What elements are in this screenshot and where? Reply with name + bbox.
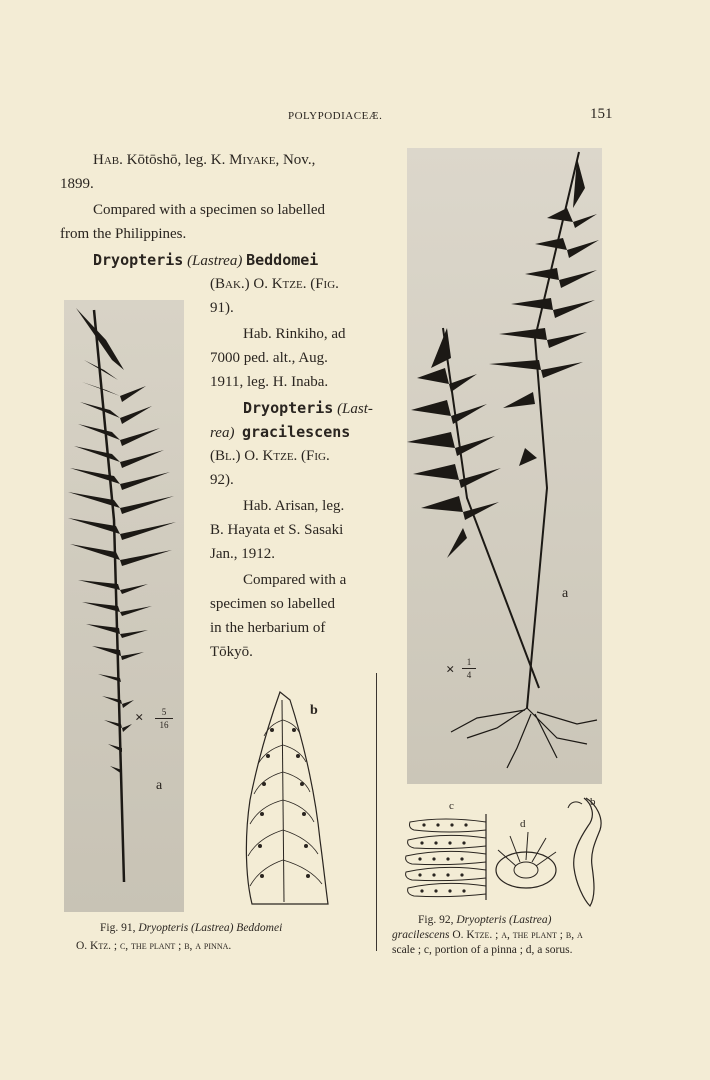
column-divider <box>376 673 377 951</box>
species-heading-gracilescens-2: rea) gracilescens <box>210 423 351 441</box>
fig92-caption-line-2: gracilescens O. Ktze. ; a, the plant ; b, a <box>392 929 583 941</box>
species-heading-beddomei: Dryopteris (Lastrea) Beddomei <box>93 251 319 269</box>
fig91-scale-times: × <box>135 710 144 726</box>
fig91-scale-numerator: 5 <box>161 707 167 717</box>
fig92-label-c: c <box>449 800 454 812</box>
fig92-scale-times: × <box>446 662 455 678</box>
compared-2-line-1: Compared with a <box>243 572 347 588</box>
species-author-2: (Bl.) O. Ktze. (Fig. <box>210 448 330 464</box>
habitat-2-line-2: 7000 ped. alt., Aug. <box>210 350 328 366</box>
fig92-label-d: d <box>520 818 526 830</box>
compared-line-1: Compared with a specimen so labelled <box>93 202 326 218</box>
species-heading-gracilescens-1: Dryopteris (Last- <box>243 399 373 417</box>
running-head: POLYPODIACEÆ. <box>288 110 383 122</box>
compared-2-line-2: specimen so labelled <box>210 596 335 612</box>
habitat-year: 1899. <box>60 176 94 192</box>
page-number: 151 <box>590 106 613 122</box>
fig92-label-b: b <box>590 796 596 808</box>
compared-2-line-3: in the herbarium of <box>210 620 326 636</box>
fig92-label-a: a <box>562 586 569 601</box>
species-author-1: (Bak.) O. Ktze. (Fig. <box>210 276 339 292</box>
habitat-2-line-3: 1911, leg. H. Inaba. <box>210 374 329 390</box>
habitat-2-line-1: Hab. Rinkiho, ad <box>243 326 346 342</box>
compared-line-2: from the Philippines. <box>60 226 187 242</box>
fig92-scale-drawing <box>566 796 606 908</box>
fig91-caption-line-1: Fig. 91, Dryopteris (Lastrea) Beddomei <box>100 922 283 934</box>
fig92-scale-fraction <box>462 656 476 681</box>
fig91-plant-photo <box>64 300 184 912</box>
fig91-caption-line-2: O. Ktz. ; c, the plant ; b, a pinna. <box>76 940 232 952</box>
fig92-scale-denominator: 4 <box>462 668 476 681</box>
habitat-3-line-3: Jan., 1912. <box>210 546 275 562</box>
fig91-label-a: a <box>156 778 163 793</box>
fig92-caption-line-1: Fig. 92, Dryopteris (Lastrea) <box>418 914 552 926</box>
fig91-label-b: b <box>310 703 318 718</box>
fig91-scale-fraction <box>155 706 173 731</box>
habitat-line-1: Hab. Kōtōshō, leg. K. Miyake, Nov., <box>93 152 316 168</box>
habitat-3-line-2: B. Hayata et S. Sasaki <box>210 522 344 538</box>
species-fig-ref-2: 92). <box>210 472 234 488</box>
fig92-caption-line-3: scale ; c, portion of a pinna ; d, a sorus. <box>392 944 573 956</box>
habitat-3-line-1: Hab. Arisan, leg. <box>243 498 345 514</box>
fig92-scale-numerator: 1 <box>466 657 472 667</box>
fig92-pinna-portion-drawing <box>404 812 490 902</box>
fern-silhouette-92 <box>407 148 602 784</box>
species-fig-ref-1: 91). <box>210 300 234 316</box>
fig92-plant-photo <box>407 148 602 784</box>
fig91-scale-denominator: 16 <box>155 718 173 731</box>
fig91-pinna-drawing <box>240 690 332 910</box>
fig92-sorus-drawing <box>490 830 562 894</box>
fern-silhouette-91 <box>64 300 184 912</box>
compared-2-line-4: Tōkyō. <box>210 644 253 660</box>
